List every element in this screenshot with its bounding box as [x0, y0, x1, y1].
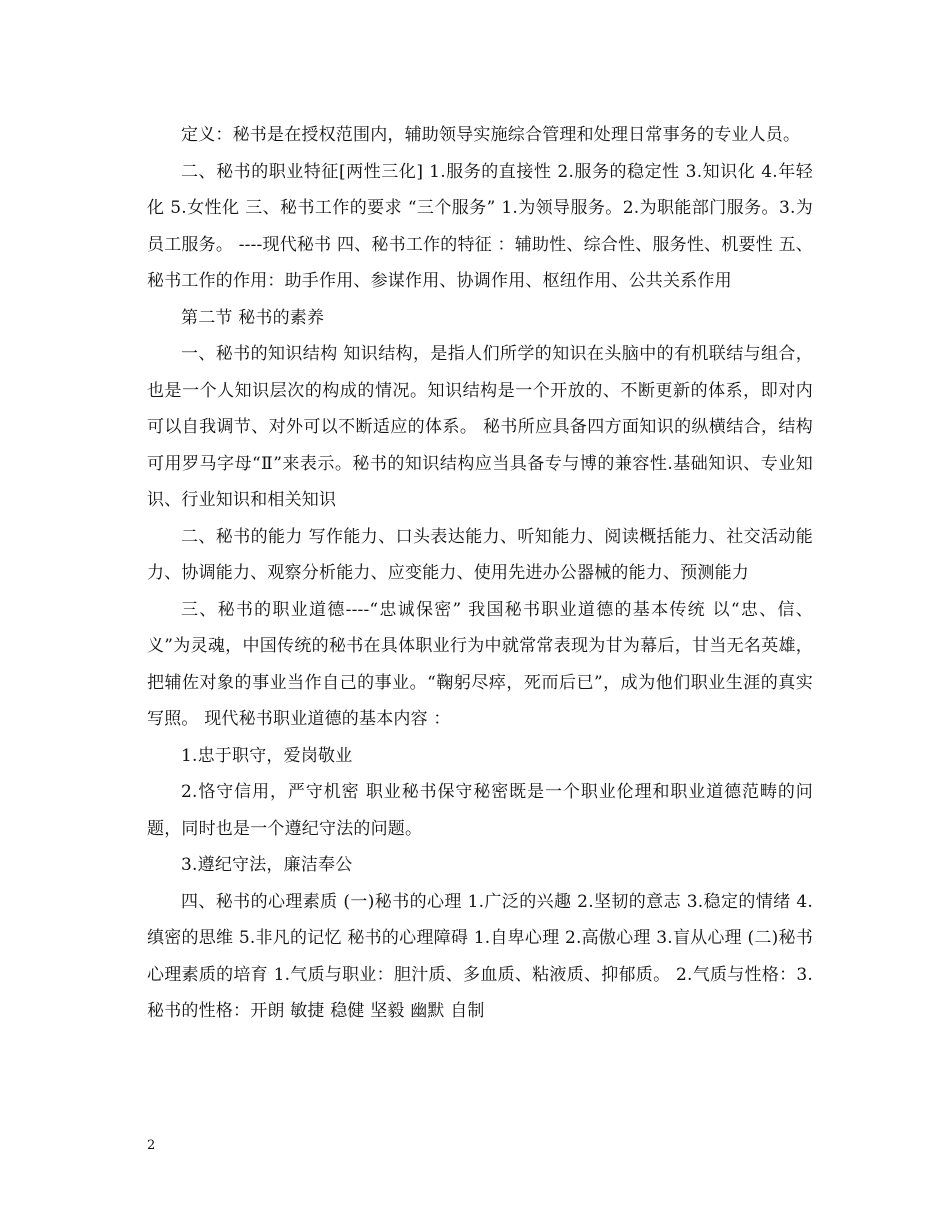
list-item-ethics-3: 3.遵纪守法，廉洁奉公: [181, 855, 353, 875]
paragraph-career-features: 二、秘书的职业特征[两性三化] 1.服务的直接性 2.服务的稳定性 3.知识化 4.年轻化 5.女性化 三、秘书工作的要求 “三个服务” 1.为领导服务。2.为职能部门服务。3.为员工服务。 ----现代秘书 四、秘书工作的特征 ：辅助性、综合性、服务性、机要性 五、秘书工作的作用：助手作用、参谋作用、协调作用、枢纽作用、公共关系作用: [147, 161, 813, 291]
list-item-ethics-2: 2.恪守信用，严守机密 职业秘书保守秘密既是一个职业伦理和职业道德范畴的问题，同时也是一个遵纪守法的问题。: [147, 782, 813, 839]
paragraph-definition: 定义：秘书是在授权范围内，辅助领导实施综合管理和处理日常事务的专业人员。: [181, 125, 801, 145]
paragraph-ethics: 三、秘书的职业道德----“忠诚保密” 我国秘书职业道德的基本传统 以“忠、信、义”为灵魂，中国传统的秘书在具体职业行为中就常常表现为甘为幕后，甘当无名英雄，把辅佐对象的事业当作自己的事业。“鞠躬尽瘁，死而后已”，成为他们职业生涯的真实写照。 现代秘书职业道德的基本内容 ：: [147, 599, 813, 729]
paragraph-psychology: 四、秘书的心理素质 (一)秘书的心理 1.广泛的兴趣 2.坚韧的意志 3.稳定的情绪 4.缜密的思维 5.非凡的记忆 秘书的心理障碍 1.自卑心理 2.高傲心理 3.盲从心理 (二)秘书心理素质的培育 1.气质与职业：胆汁质、多血质、粘液质、抑郁质。 2.气质与性格：3.秘书的性格：开朗 敏捷 稳健 坚毅 幽默 自制: [147, 891, 813, 1021]
list-item-ethics-1: 1.忠于职守，爱岗敬业: [181, 745, 353, 766]
document-body: [147, 117, 813, 1030]
page-number: 2: [147, 1138, 156, 1153]
paragraph-abilities: 二、秘书的能力 写作能力、口头表达能力、听知能力、阅读概括能力、社交活动能力、协调能力、观察分析能力、应变能力、使用先进办公器械的能力、预测能力: [147, 526, 813, 583]
paragraph-knowledge-structure: 一、秘书的知识结构 知识结构，是指人们所学的知识在头脑中的有机联结与组合，也是一个人知识层次的构成的情况。知识结构是一个开放的、不断更新的体系，即对内可以自我调节、对外可以不断适应的体系。 秘书所应具备四方面知识的纵横结合，结构可用罗马字母“Ⅱ”来表示。秘书的知识结构应当具备专与博的兼容性.基础知识、专业知识、行业知识和相关知识: [147, 344, 813, 510]
section-heading: 第二节 秘书的素养: [181, 307, 325, 328]
